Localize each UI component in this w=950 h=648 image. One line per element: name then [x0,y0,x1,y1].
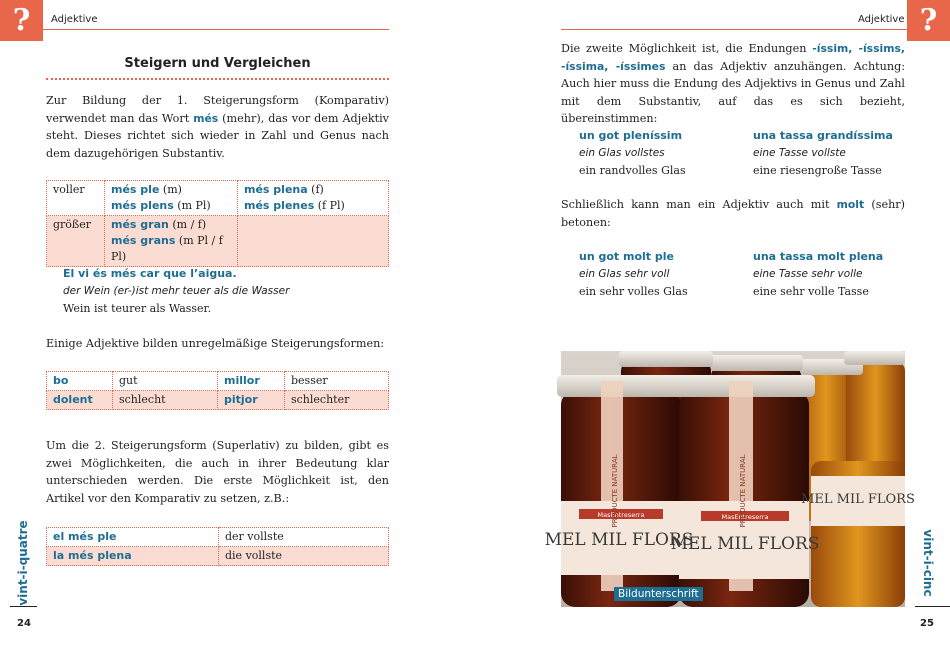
table-row: el més ple der vollste [47,528,389,547]
example-catalan: El vi és més car que l’aigua. [63,267,237,280]
table-row: la més plena die vollste [47,547,389,566]
honey-jars-illustration [544,351,915,607]
running-header-right: Adjektive [858,14,905,25]
table-row: dolent schlecht pitjor schlechter [47,391,389,410]
example-block: un got pleníssim ein Glas vollstes ein randvolles Glas [579,129,686,177]
jar-side-text: PRODUCTE NATURAL [611,454,619,528]
example-german: Wein ist teurer als Wasser. [63,302,212,315]
title-dotted-rule [46,78,389,80]
question-mark-icon: ? [0,0,43,41]
header-rule-left [43,29,389,30]
section-title: Steigern und Vergleichen [124,56,311,71]
endings-paragraph: Die zweite Möglichkeit ist, die Endungen -íssim, -íssims, -íssima, -íssimes an das Adjektiv anzuhängen. Achtung: Auch hier muss die Endung des Adjektivs in Genus und Zahl mit dem Substantiv, auf das es sich bezieht, übereinstimmen: [561,42,905,125]
jar-side-text: PRODUCTE NATURAL [739,454,747,528]
jar-brand-text: MasEntreserra [721,513,769,521]
example-block: una tassa molt plena eine Tasse sehr volle eine sehr volle Tasse [753,250,884,298]
table-row: voller més ple (m) més plens (m Pl) més plena (f) més plenes (f Pl) [47,181,389,216]
example-block: un got molt ple ein Glas sehr voll ein sehr volles Glas [579,250,688,298]
page-number-right: 25 [920,618,934,629]
footer-rule-right [915,606,950,607]
superlative-table [46,527,389,566]
example-literal: der Wein (er-)ist mehr teuer als die Wasser [63,284,290,297]
honey-jars-photo [544,351,915,607]
jar-brand-text: MasEntreserra [597,511,645,519]
footer-rule-left [10,606,37,607]
running-header-left: Adjektive [51,14,98,25]
jar-label-text: MEL MIL FLORS [801,492,915,507]
side-label-left: vint-i-quatre [16,520,30,606]
superlative-paragraph: Um die 2. Steigerungsform (Superlativ) zu bilden, gibt es zwei Möglichkeiten, die auch in ihrer Bedeutung klar unterschieden werden. Die erste Möglichkeit ist, den Artikel vor den Komparativ zu setzen, z.B.: [46,439,389,505]
header-rule-right [561,29,907,30]
jar-label-text: MEL MIL FLORS [670,534,820,554]
photo-caption: Bildunterschrift [614,587,703,601]
intro-paragraph: Zur Bildung der 1. Steigerungsform (Komparativ) verwendet man das Wort més (mehr), das vor dem Adjektiv steht. Dieses richtet sich wieder in Zahl und Genus nach dem dazugehörigen Substantiv. [46,94,389,160]
irregular-table [46,371,389,410]
question-mark-icon: ? [907,0,950,41]
table-row: größer més gran (m / f) més grans (m Pl / f Pl) [47,216,389,267]
side-label-right: vint-i-cinc [921,529,935,597]
page-number-left: 24 [17,618,31,629]
irregular-intro: Einige Adjektive bilden unregelmäßige Steigerungsformen: [46,337,385,350]
table-row: bo gut millor besser [47,372,389,391]
example-block: una tassa grandíssima eine Tasse vollste eine riesengroße Tasse [753,129,893,177]
jar-label-text: MEL MIL FLORS [544,530,694,550]
comparative-table [46,180,389,267]
example-sentence [63,265,389,318]
molt-paragraph: Schließlich kann man ein Adjektiv auch mit molt (sehr) betonen: [561,198,906,229]
